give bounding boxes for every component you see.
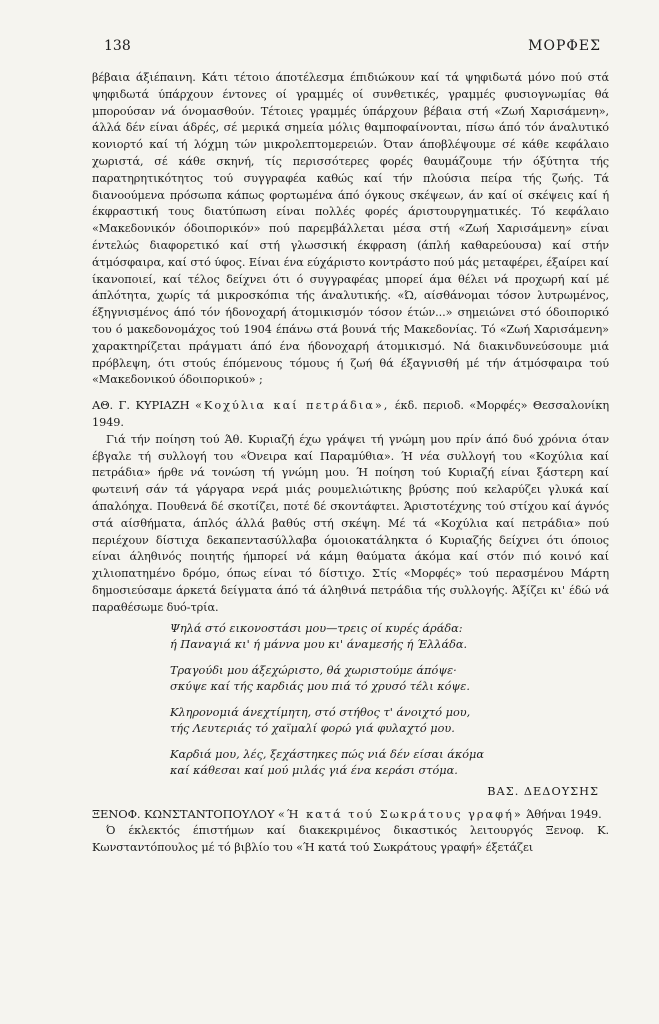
review-title: «Ή κατά τού Σωκράτους γραφή» [277, 807, 523, 821]
main-content [92, 70, 609, 857]
poem-stanza [170, 747, 609, 780]
poem-line: Καρδιά μου, λές, ξεχάστηκες πώς νιά δέν είσαι άκόμα [170, 747, 485, 761]
poem-stanza [170, 705, 609, 738]
poem-stanza [170, 663, 609, 696]
poem-line: ή Παναγιά κι' ή μάννα μου κι' άναμεσής ή Έλλάδα. [170, 638, 468, 651]
poem-line: Ψηλά στό εικονοστάσι μου—τρεις οί κυρές άράδα: [170, 621, 463, 635]
review-author: ΑΘ. Γ. ΚΥΡΙΑΖΗ [92, 398, 190, 413]
page-number: 138 [104, 38, 131, 54]
review-title: «Κοχύλια καί πετράδια», [194, 399, 390, 413]
poem-line: Τραγούδι μου άξεχώριστο, θά χωριστούμε άπόψε· [170, 663, 457, 677]
continued-paragraph: βέβαια άξιέπαινη. Κάτι τέτοιο άποτέλεσμα έπιδιώκουν καί τά ψηφιδωτά μόνο πού στά ψηφιδωτά ύπάρχουν έντονες οί γραμμές οί συνθετικές, γραμμές φυσιογνωμίας θά μπορούσαν νά όνομασθούν. Τέτοιες γραμμές ύπάρχουν βέβαια στή «Ζωή Χαρισάμενη», άλλά δέν είναι άδρές, σέ μερικά σημεία μόλις θαμποφαίνονται, πίσω άπό τόν άναλυτικό κονιορτό καί τή λόχμη τών μικρολεπτομερειών. Όταν άποβλέψουμε σέ κάθε κεφάλαιο χωριστά, σέ κάθε σκηνή, τίς περισσότερες φορές θαυμάζουμε τήν όξύτητα τής παρατηρητικότητος τού συγγραφέα καθώς καί τήν πλούσια πείρα τής ζωής. Τά διανοούμενα πρόσωπα κάπως φορτωμένα άπό όγκους σκέψεων, άν καί οί σκέψεις καί ή έκφραστική τους διατύπωση είναι πολλές φορές άριστουργηματικές. Τό κεφάλαιο «Μακεδονικόν όδοιπορικόν» πού παρεμβάλλεται μέσα στή «Ζωή Χαρισάμενη» είναι έντελώς διαφορετικό καί στή γλωσσική έκφραση (άπλή καθαρεύουσα) καί στήν άτμόσφαιρα, καί στό ύφος. Είναι ένα εύχάριστο κοντράστο πού μάς μεταφέρει, έξαίρει καί ίκανοποιεί, καί τέλος δείχνει ότι ό συγγραφέας μπορεί άμα θέλει νά προχωρή καί μέ άπλότητα, χωρίς τά μικροσκόπια τής άναλυτικής. «Ώ, αίσθάνομαι τόσον λυτρωμένος, έξηγνισμένος άπό τόν ήδονοχαρή άτομικισμόν τόσον έτών...» σημειώνει στό όδοιπορικό του ό μακεδονομάχος τού 1904 έπάνω στά βουνά τής Μακεδονίας. Τό «Ζωή Χαρισάμενη» χαρακτηρίζεται πράγματι άπό ένα ήδονοχαρή άτομικισμό. Νά διακινδυνεύσουμε μιά πρόβλεψη, ότι στούς έπόμενους τόμους ή ζωή θά έξαγνισθή μέ τήν άτμόσφαιρα τού «Μακεδονικού όδοιπορικού» ; [92, 71, 609, 387]
running-title: ΜΟΡΦΕΣ [528, 38, 601, 54]
poem-line: καί κάθεσαι καί μού μιλάς γιά ένα κεράσι στόμα. [170, 764, 458, 777]
poem-line: σκύψε καί τής καρδιάς μου πιά τό χρυσό τέλι κόψε. [170, 680, 470, 693]
poem [170, 621, 609, 780]
review-publication: έκδ. περιοδ. «Μορφές» Θεσσαλονίκη 1949. [92, 399, 609, 429]
review-author: ΞΕΝΟΦ. ΚΩΝΣΤΑΝΤΟΠΟΥΛΟΥ [92, 806, 275, 821]
poem-stanza [170, 621, 609, 654]
page-header [104, 38, 601, 58]
review-body: Γιά τήν ποίηση τού Άθ. Κυριαζή έχω γράψει τή γνώμη μου πρίν άπό δυό χρόνια όταν έβγαλε τή συλλογή του «Όνειρα καί Παραμύθια». Ή νέα συλλογή του «Κοχύλια καί πετράδια» ήρθε νά τονώση τή γνώμη μου. Ή ποίηση τού Κυριαζή είναι ξάστερη καί φωτεινή σάν τά γάργαρα νερά μιάς ρουμελιώτικης βρύσης πού κελαρύζει γλυκά καί άπαλόηχα. Πουθενά δέ σκοτίζει, ποτέ δέ σκοντάφτει. Άριστοτέχνης τού στίχου καί άγνός στά αίσθήματα, άπλός άλλά βαθύς στή σκέψη. Μέ τά «Κοχύλια καί πετράδια» πού περιέχουν δίστιχα δεκαπεντασύλλαβα όμοιοκατάληκτα ό Κυριαζής δείχνει ότι όποιος είναι άληθινός ποιητής ήμπορεί νά κάμη θαύματα άκόμα καί στόν πιό κοινό καί χιλιοπατημένο δρόμο, όπως είναι τό δίστιχο. Στίς «Μορφές» τού περασμένου Μάρτη δημοσιεύσαμε άρκετά δείγματα άπό τά άληθινά πετράδια τής συλλογής. Άξίζει κι' έδώ νά παραθέσωμε δυό-τρία. [92, 432, 609, 614]
poem-line: τής Λευτεριάς τό χαϊμαλί φορώ γιά φυλαχτό μου. [170, 722, 455, 735]
reviewer-signature: ΒΑΣ. ΔΕΔΟΥΣΗΣ [487, 784, 599, 798]
poem-line: Κληρονομιά άνεχτίμητη, στό στήθος τ' άνοιχτό μου, [170, 705, 471, 719]
review-heading [92, 806, 609, 824]
review-body: Ό έκλεκτός έπιστήμων καί διακεκριμένος δικαστικός λειτουργός Ξενοφ. Κ. Κωνσταντόπουλος μέ τό βιβλίο του «Ή κατά τού Σωκράτους γραφή» έξετάζει [92, 824, 609, 855]
review-publication: Άθήναι 1949. [526, 807, 602, 821]
review-heading [92, 397, 609, 432]
